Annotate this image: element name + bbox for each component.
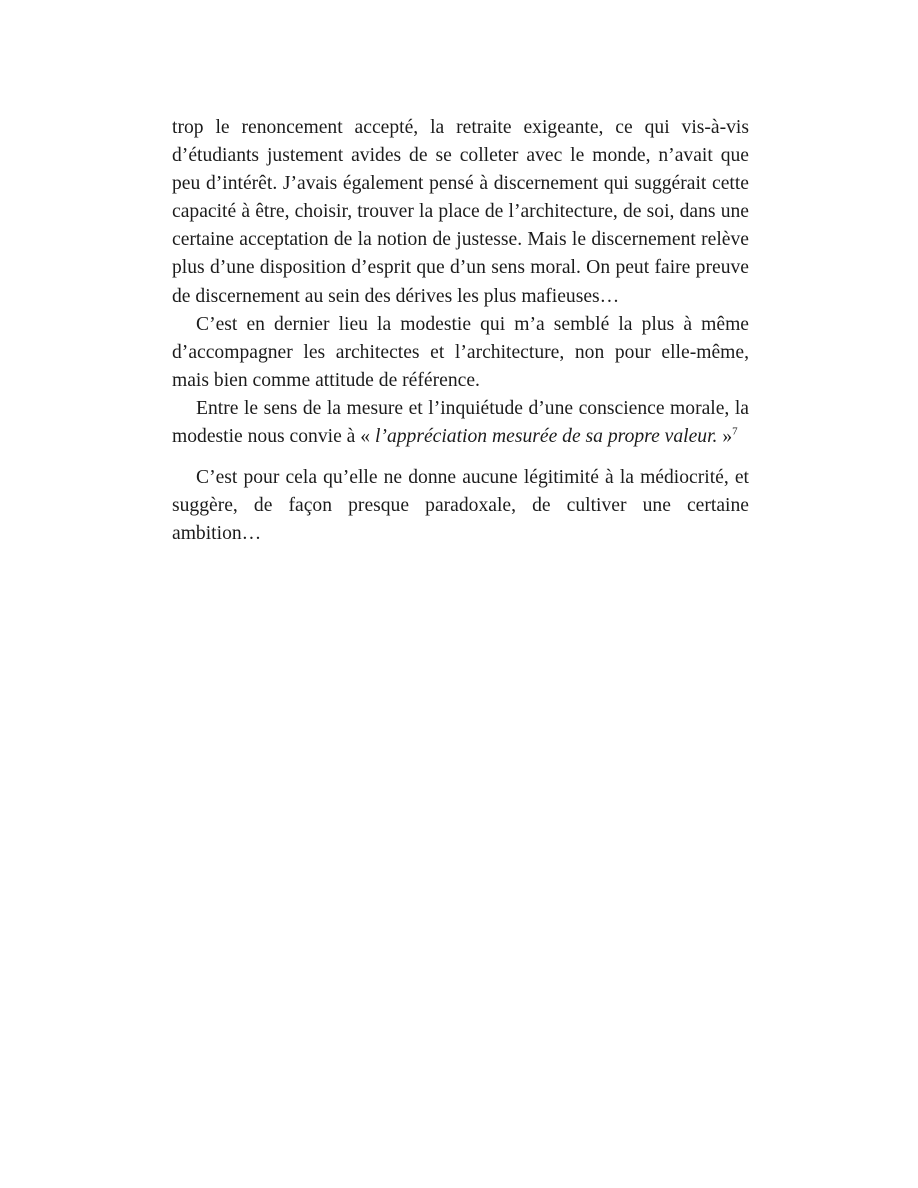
paragraph-3-lead: Entre le sens de la mesure et l’inquiétude d’une conscience morale, la modestie nous convie à « — [172, 397, 749, 448]
paragraph-4: C’est pour cela qu’elle ne donne aucune légitimité à la médiocrité, et suggère, de façon presque paradoxale, de cultiver une certaine ambition… — [172, 467, 749, 545]
paragraph-2: C’est en dernier lieu la modestie qui m’a semblé la plus à même d’accompagner les architectes et l’architecture, non pour elle-même, mais bien comme attitude de référence. — [172, 313, 749, 391]
footnote-marker: 7 — [732, 425, 738, 438]
closing-guillemet: » — [717, 426, 733, 448]
quotation: l’appréciation mesurée de sa propre valeur. — [374, 426, 718, 448]
paragraph-1: trop le renoncement accepté, la retraite exigeante, ce qui vis-à-vis d’étudiants justement avides de se colleter avec le monde, n’avait que peu d’intérêt. J’avais également pensé à discernement qui suggérait cette capacité à être, choisir, trouver la place de l’architecture, de soi, dans une certaine acceptation de la notion de justesse. Mais le discernement relève plus d’une disposition d’esprit que d’un sens moral. On peut faire preuve de discernement au sein des dérives les plus mafieuses… — [172, 117, 749, 307]
body-text — [172, 114, 749, 548]
paragraph-3 — [172, 395, 749, 451]
